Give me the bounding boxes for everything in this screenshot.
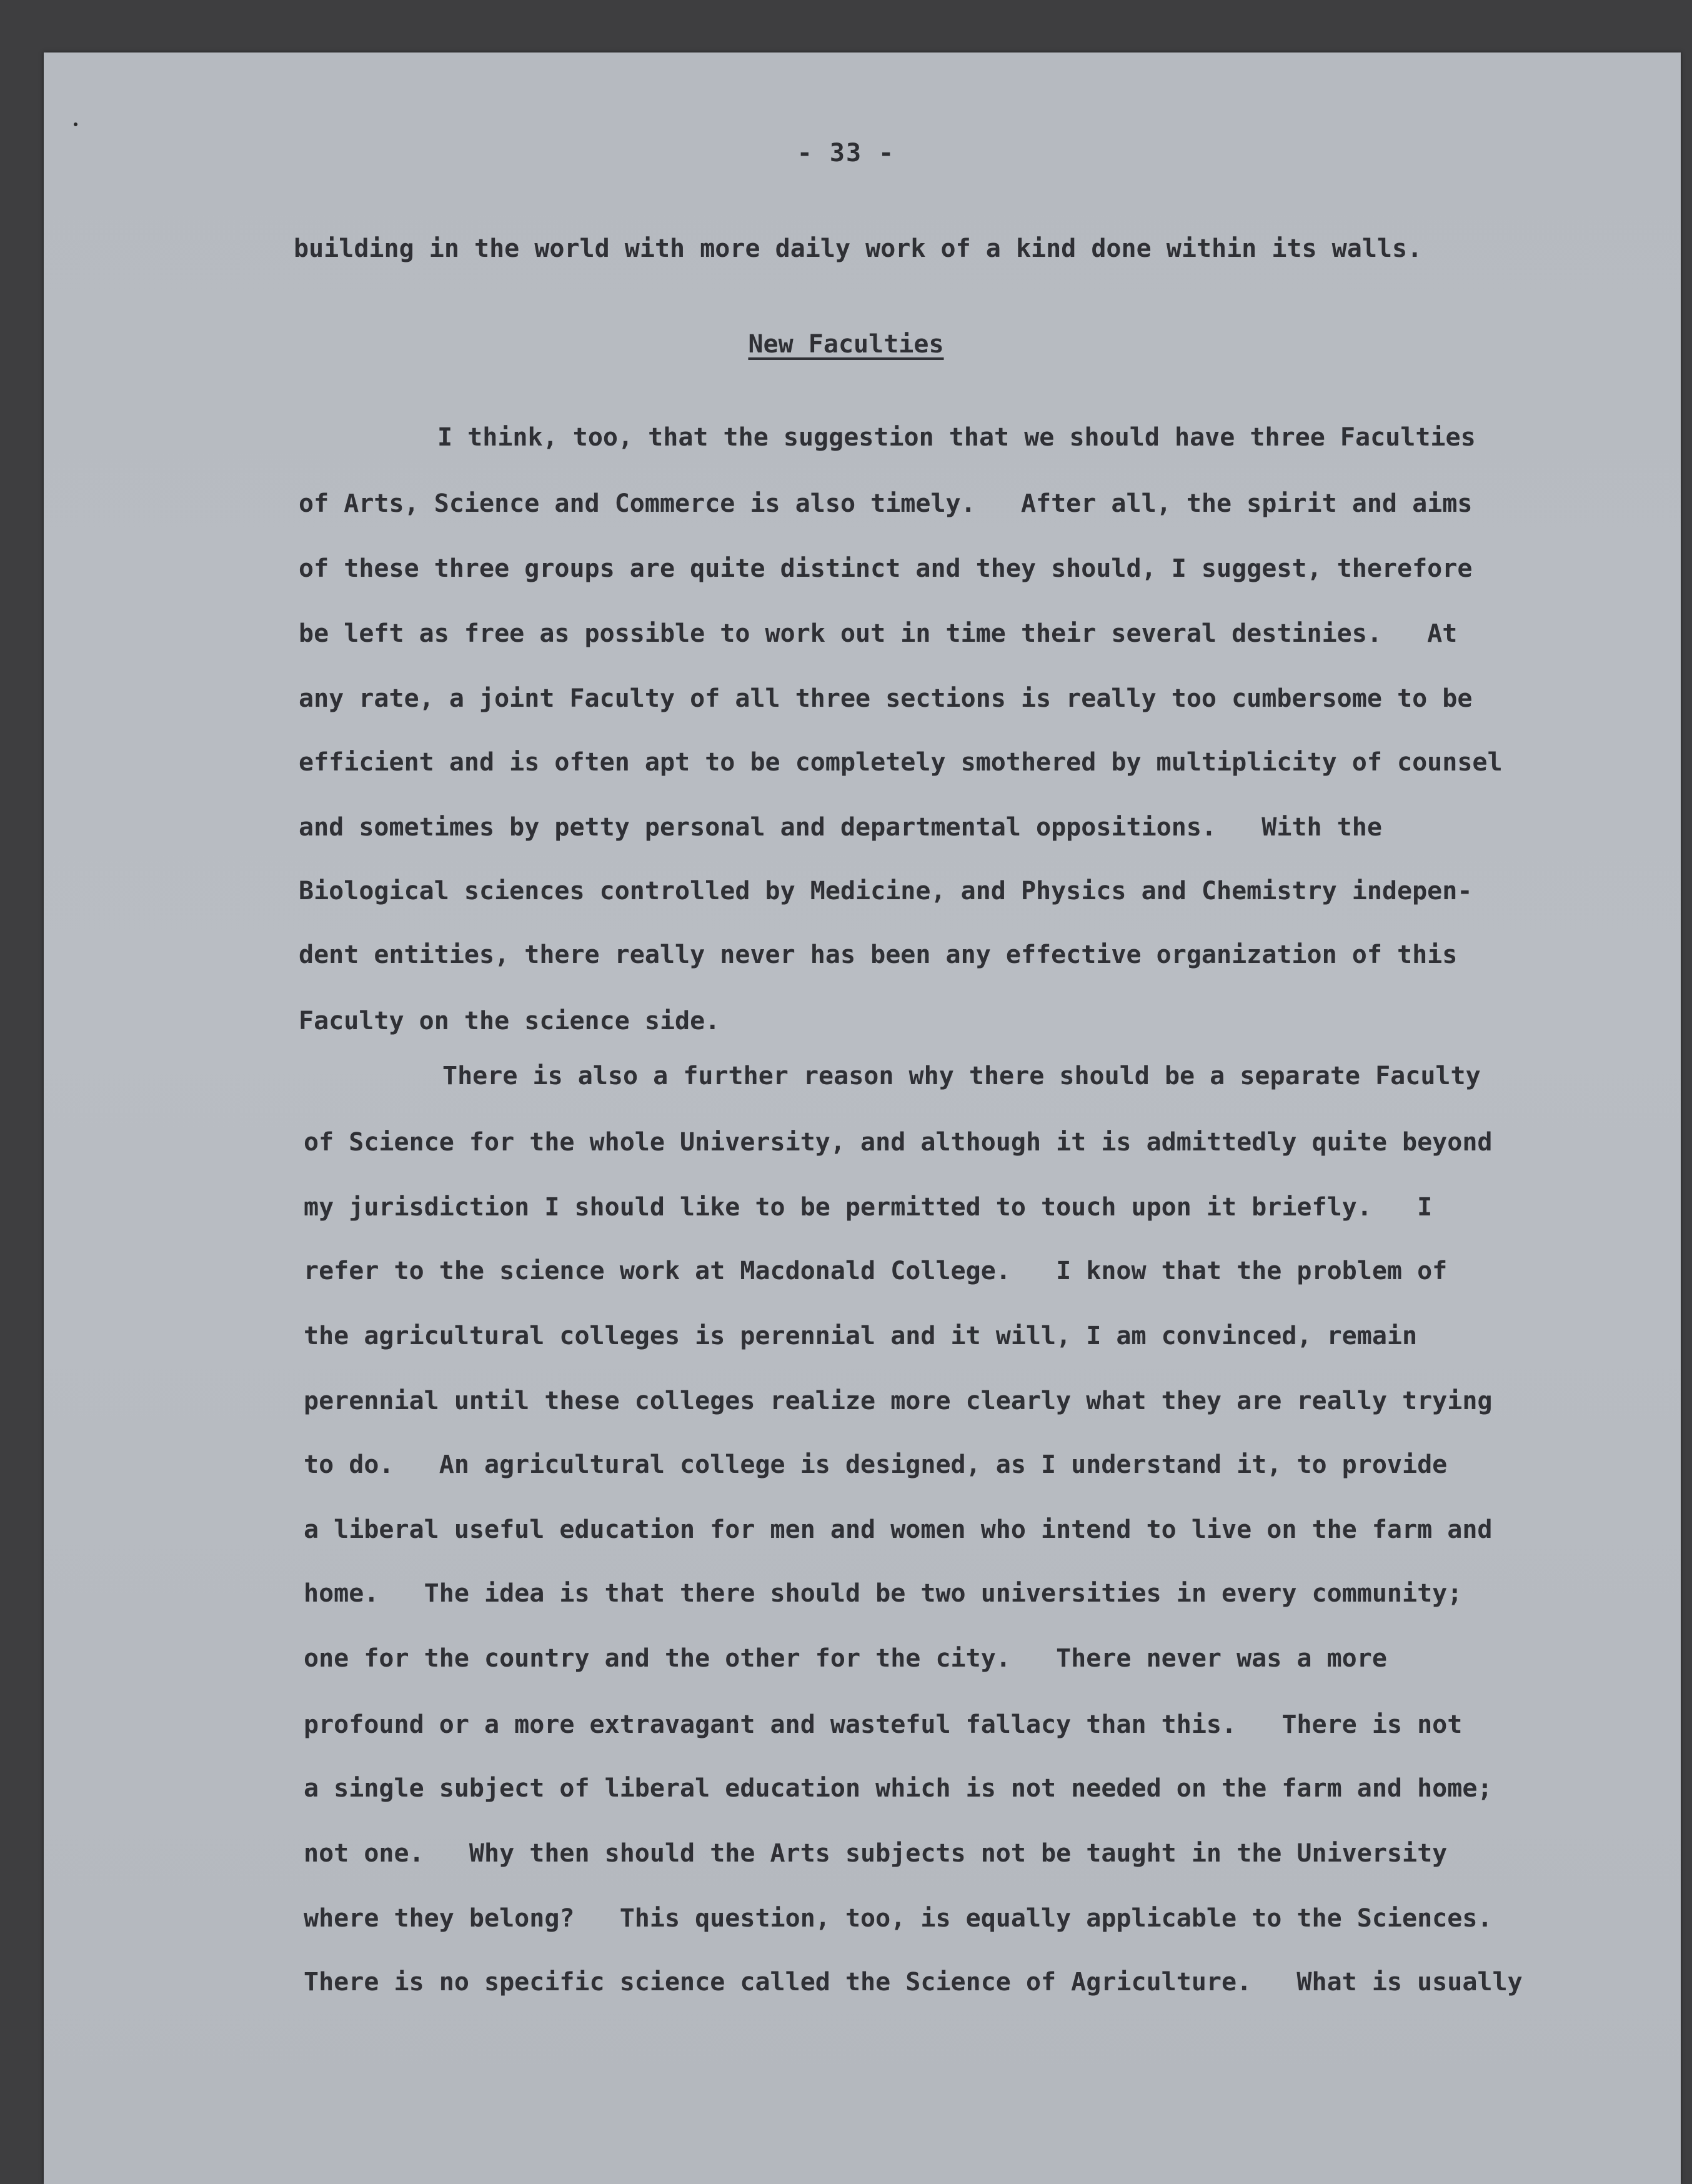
section-heading-text: New Faculties	[748, 330, 944, 359]
text-line: one for the country and the other for the city. There never was a more	[304, 1644, 1387, 1673]
text-line: and sometimes by petty personal and departmental oppositions. With the	[299, 813, 1382, 842]
text-line: of these three groups are quite distinct and they should, I suggest, therefore	[299, 554, 1473, 583]
text-line: There is also a further reason why there should be a separate Faculty	[442, 1062, 1481, 1090]
text-line: refer to the science work at Macdonald College. I know that the problem of	[304, 1257, 1448, 1285]
text-line: to do. An agricultural college is designed, as I understand it, to provide	[304, 1450, 1448, 1479]
text-line: of Arts, Science and Commerce is also timely. After all, the spirit and aims	[299, 489, 1473, 518]
text-line: Faculty on the science side.	[299, 1007, 720, 1035]
ink-speck	[74, 122, 77, 126]
text-line: the agricultural colleges is perennial and it will, I am convinced, remain	[304, 1322, 1418, 1350]
text-line: dent entities, there really never has been any effective organization of this	[299, 940, 1458, 969]
text-line: profound or a more extravagant and wasteful fallacy than this. There is not	[304, 1710, 1463, 1739]
text-line: I think, too, that the suggestion that we should have three Faculties	[437, 423, 1476, 452]
text-line: home. The idea is that there should be two universities in every community;	[304, 1579, 1463, 1608]
text-line: perennial until these colleges realize more clearly what they are really trying	[304, 1387, 1493, 1415]
text-line: There is no specific science called the Science of Agriculture. What is usually	[304, 1968, 1523, 1997]
text-line: a single subject of liberal education which is not needed on the farm and home;	[304, 1774, 1493, 1803]
text-line: building in the world with more daily work of a kind done within its walls.	[294, 234, 1423, 263]
section-heading	[0, 330, 1692, 359]
text-line: where they belong? This question, too, is equally applicable to the Sciences.	[304, 1904, 1493, 1933]
text-line: not one. Why then should the Arts subjects not be taught in the University	[304, 1839, 1448, 1868]
text-line: Biological sciences controlled by Medicine, and Physics and Chemistry indepen-	[299, 877, 1473, 905]
text-line: of Science for the whole University, and although it is admittedly quite beyond	[304, 1128, 1493, 1157]
page-number: - 33 -	[797, 139, 895, 167]
text-line: be left as free as possible to work out in time their several destinies. At	[299, 619, 1458, 648]
text-line: any rate, a joint Faculty of all three sections is really too cumbersome to be	[299, 684, 1473, 713]
text-line: efficient and is often apt to be completely smothered by multiplicity of counsel	[299, 748, 1503, 777]
text-line: my jurisdiction I should like to be permitted to touch upon it briefly. I	[304, 1193, 1433, 1222]
text-line: a liberal useful education for men and women who intend to live on the farm and	[304, 1515, 1493, 1544]
